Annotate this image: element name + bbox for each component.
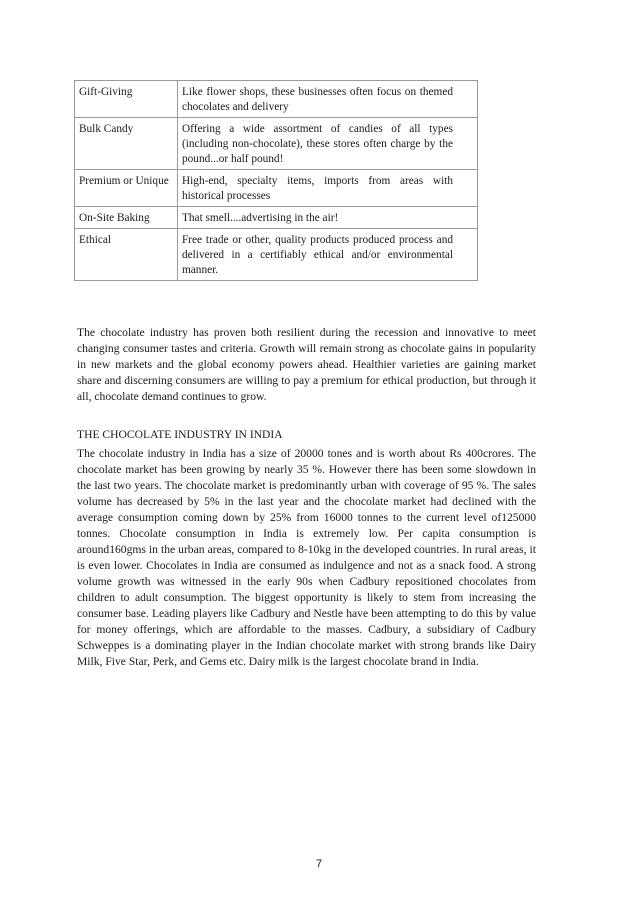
table-row — [75, 229, 478, 281]
description-cell: That smell....advertising in the air! — [178, 207, 478, 229]
description-cell: Offering a wide assortment of candies of all types (including non-chocolate), these stores often charge by the pound...or half pound! — [178, 118, 478, 170]
intro-paragraph: The chocolate industry has proven both resilient during the recession and innovative to meet changing consumer tastes and criteria. Growth will remain strong as chocolate gains in popularity in new markets and the global economy powers ahead. Healthier varieties are gaining market share and discerning consumers are willing to pay a premium for ethical production, but through it all, chocolate demand continues to grow. — [77, 326, 536, 403]
table-row — [75, 207, 478, 229]
description-cell: High-end, specialty items, imports from areas with historical processes — [178, 170, 478, 207]
page-number: 7 — [315, 858, 323, 870]
description-cell: Free trade or other, quality products produced process and delivered in a certifiably ethical and/or environmental manner. — [178, 229, 478, 281]
table-row — [75, 170, 478, 207]
table-row — [75, 118, 478, 170]
category-cell: On-Site Baking — [75, 207, 178, 229]
section-heading: THE CHOCOLATE INDUSTRY IN INDIA — [77, 428, 283, 441]
category-cell: Bulk Candy — [75, 118, 178, 170]
india-industry-paragraph: The chocolate industry in India has a size of 20000 tones and is worth about Rs 400crores. The chocolate market has been growing by nearly 35 %. However there has been some slowdown in the last two years. The chocolate market is predominantly urban with coverage of 95 %. The sales volume has decreased by 5% in the last year and the chocolate market had declined with the average consumption coming down by 25% from 16000 tonnes to the current level of125000 tonnes. Chocolate consumption in India is extremely low. Per capita consumption is around160gms in the urban areas, compared to 8-10kg in the developed countries. In rural areas, it is even lower. Chocolates in India are consumed as indulgence and not as a snack food. A strong volume growth was witnessed in the early 90s when Cadbury repositioned chocolates from children to adult consumption. The biggest opportunity is likely to stem from increasing the consumer base. Leading players like Cadbury and Nestle have been attempting to do this by value for money offerings, which are affordable to the masses. Cadbury, a subsidiary of Cadbury Schweppes is a dominating player in the Indian chocolate market with strong brands like Dairy Milk, Five Star, Perk, and Gems etc. Dairy milk is the largest chocolate brand in India. — [77, 447, 536, 668]
category-cell: Ethical — [75, 229, 178, 281]
category-cell: Premium or Unique — [75, 170, 178, 207]
business-types-table — [74, 80, 478, 281]
description-cell: Like flower shops, these businesses often focus on themed chocolates and delivery — [178, 81, 478, 118]
table-row — [75, 81, 478, 118]
category-cell: Gift-Giving — [75, 81, 178, 118]
